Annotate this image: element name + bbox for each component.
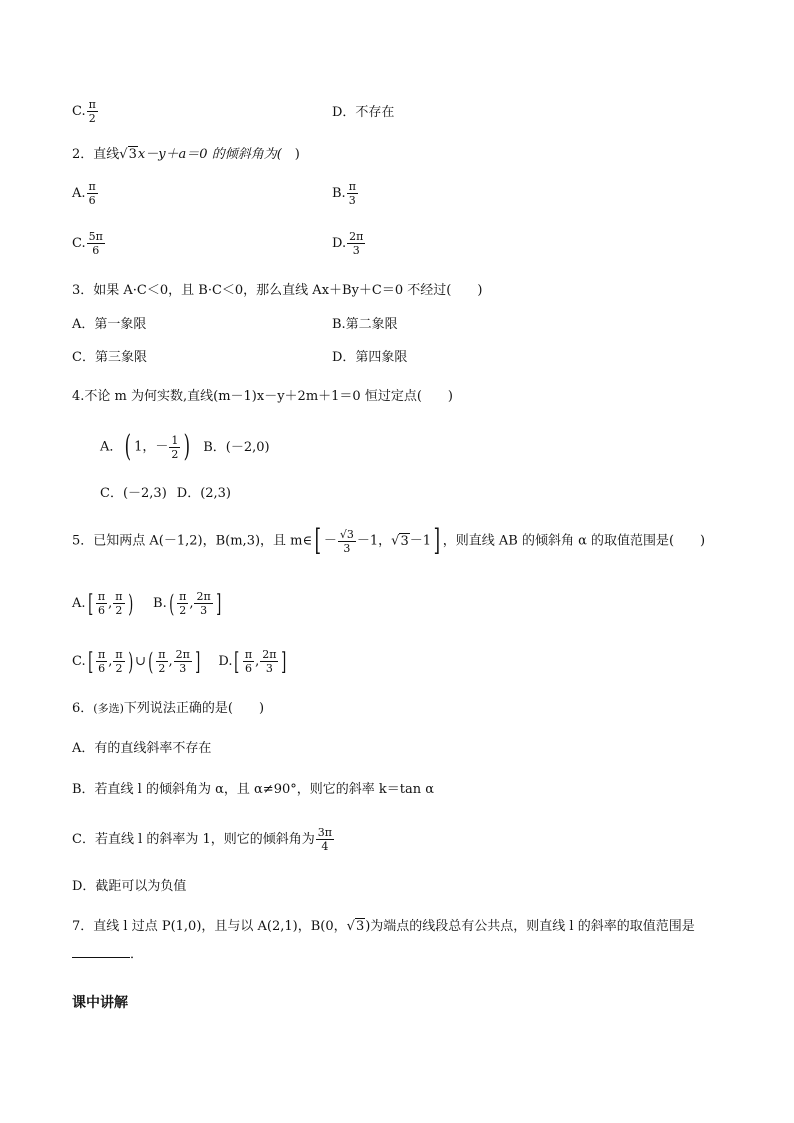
prev-option-c: C. $\frac{\pi}{2}$ — [72, 98, 96, 125]
question-6-option-a: A．有的直线斜率不存在 — [72, 741, 212, 756]
question-4-options-cd: C．(－2,3) D．(2,3) — [100, 486, 232, 501]
question-3-option-b: B.第二象限 — [332, 317, 398, 332]
question-4-options-ab: A．( 1，－ $\frac{1}{2}$ ) B．(－2,0) — [100, 429, 270, 464]
question-4-stem: 4.不论 m 为何实数,直线(m－1)x－y＋2m＋1＝0 恒过定点( ) — [72, 389, 453, 404]
question-7-stem: 7．直线 l 过点 P(1,0)，且与以 A(2,1)，B(0，√3)为端点的线段总有公共点，则直线 l 的斜率的取值范围是 — [72, 919, 695, 934]
section-title: 课中讲解 — [72, 995, 128, 1011]
question-6-stem: 6．(多选)下列说法正确的是( ) — [72, 701, 265, 716]
prev-option-d: D．不存在 — [332, 105, 395, 120]
question-3-option-c: C．第三象限 — [72, 350, 147, 365]
question-3-option-a: A．第一象限 — [72, 317, 147, 332]
question-2-stem: 2．直线√3x－y＋a＝0 的倾斜角为( ) — [72, 147, 300, 162]
question-6-option-c: C．若直线 l 的斜率为 1，则它的倾斜角为 $\frac{3\pi}{4}$ — [72, 826, 333, 853]
question-7-blank: ． — [72, 946, 143, 964]
question-3-stem: 3．如果 A·C＜0，且 B·C＜0，那么直线 Ax＋By＋C＝0 不经过( ) — [72, 283, 483, 298]
question-5-stem: 5．已知两点 A(－1,2)，B(m,3)，且 m∈[ － $\frac{√3}{3}$ －1，√3－1] ，则直线 AB 的倾斜角 α 的取值范围是( ) — [72, 523, 706, 558]
question-2-option-b: B. $\frac{\pi}{3}$ — [332, 180, 356, 207]
question-2-option-c: C. $\frac{5\pi}{6}$ — [72, 230, 103, 257]
question-3-option-d: D．第四象限 — [332, 350, 408, 365]
question-5-options-ab: A.[ $\frac{\pi}{6}$ , $\frac{\pi}{2}$ ) B.( $\frac{\pi}{2}$ , $\frac{2\pi}{3}$ ] — [72, 589, 221, 618]
question-2-option-d: D. $\frac{2\pi}{3}$ — [332, 230, 364, 257]
question-2-option-a: A. $\frac{\pi}{6}$ — [72, 180, 96, 207]
question-6-option-b: B．若直线 l 的倾斜角为 α，且 α≠90°，则它的斜率 k＝tan α — [72, 782, 435, 797]
question-5-options-cd: C.[ $\frac{\pi}{6}$ , $\frac{\pi}{2}$ ) ∪( $\frac{\pi}{2}$ , $\frac{2\pi}{3}$ ] D.[ $\frac{\pi}{6}$ , $\frac{2\pi}{3}$ ] — [72, 647, 287, 676]
question-6-option-d: D．截距可以为负值 — [72, 879, 187, 894]
answer-blank — [72, 957, 130, 958]
